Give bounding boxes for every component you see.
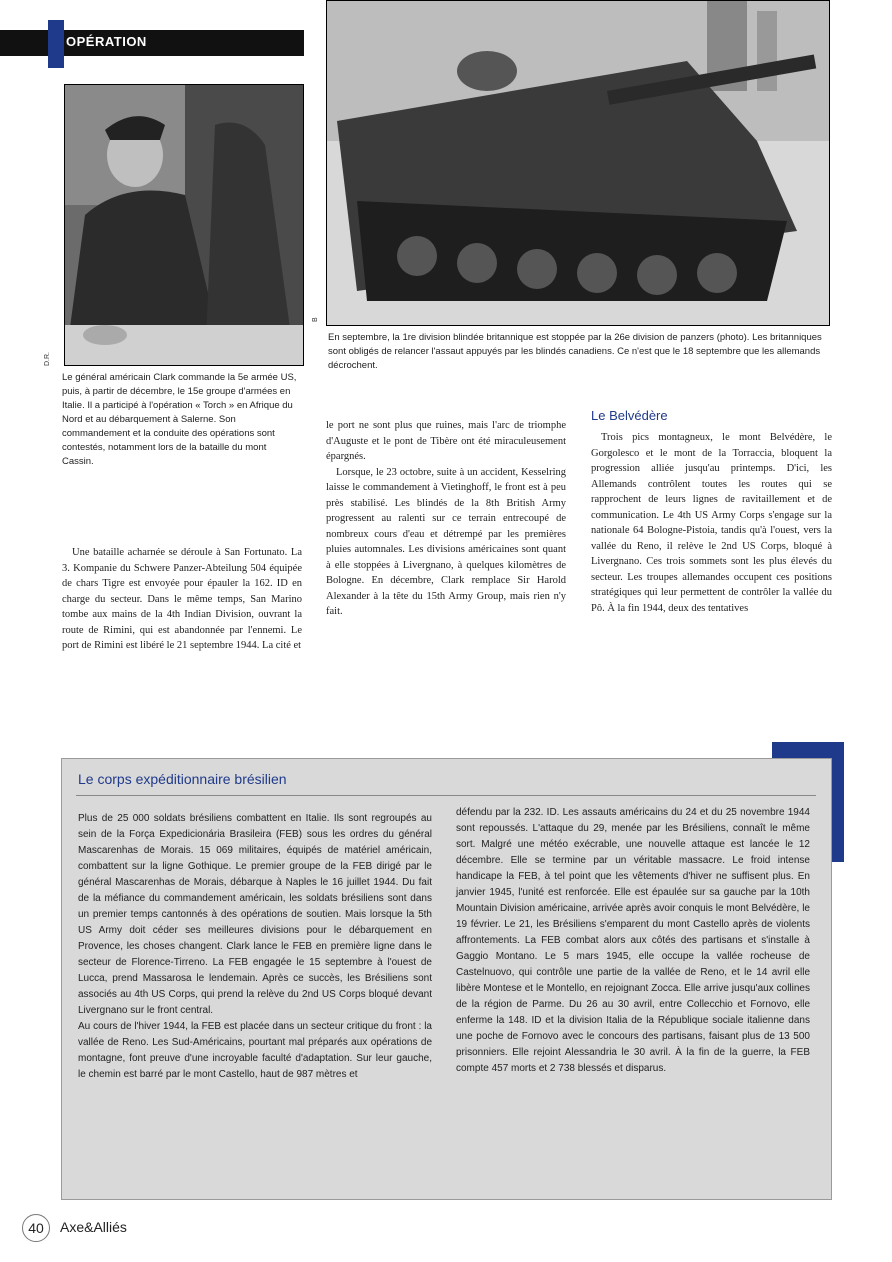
- article-paragraph: le port ne sont plus que ruines, mais l'arc de triomphe d'Auguste et le pont de Tibère ont été miraculeusement épargnés.: [326, 420, 566, 462]
- photo1-caption: Le général américain Clark commande la 5e armée US, puis, à partir de décembre, le 15e groupe d'armées en Italie. Il a participé à l'opération « Torch » en Afrique du Nord et au débarquement à Salerne. Son commandement et la conduite des opérations sont contestés, notamment lors de la bataille du mont Cassin.: [62, 372, 297, 467]
- photo2-credit: B: [312, 317, 319, 322]
- article-column-3: [591, 430, 832, 616]
- sidebar-box: [61, 758, 832, 1200]
- photo1-credit: D.R.: [44, 352, 51, 366]
- clark-photo: [64, 84, 304, 366]
- article-paragraph: Lorsque, le 23 octobre, suite à un accident, Kesselring laisse le commandement à Vietinghoff, le front est à peu près stabilisé. Les blindés de la 8th British Army progressent au ralenti sur ce terrain entrecoupé de nombreux cours d'eau et détrempé par les premières pluies automnales. Les divisions américaines sont quant à elle stoppées à Livergnano, à quelques kilomètres de Bologne. En décembre, Clark remplace Sir Harold Alexander à la tête du 15th Army Group, mais rien n'y fait.: [326, 466, 566, 617]
- page-number: 40: [22, 1214, 50, 1242]
- article-column-1: [62, 545, 302, 654]
- box-column-1: [78, 811, 432, 1083]
- tank-photo-image: [327, 1, 829, 325]
- magazine-name: Axe&Alliés: [60, 1219, 127, 1235]
- article-paragraph: Une bataille acharnée se déroule à San Fortunato. La 3. Kompanie du Schwere Panzer-Abteilung 504 équipée de chars Tigre est envoyée pour épauler la 162. ID en charge du secteur. Dans le même temps, San Marino tombe aux mains de la 4th Indian Division, ouvrant la route de Rimini, qui est abandonnée par l'ennemi. Le port de Rimini est libéré le 21 septembre 1944. La cité et: [62, 547, 302, 651]
- section-label: OPÉRATION: [66, 34, 147, 49]
- header-bar: [0, 30, 304, 56]
- tank-photo: [326, 0, 830, 326]
- box-paragraph: Plus de 25 000 soldats brésiliens combattent en Italie. Ils sont regroupés au sein de la Força Expedicionária Brasileira (FEB) sous les ordres du général Mascarenhas de Morais. 15 069 militaires, équipés de matériel américain, combattent sur la ligne Gothique. Le premier groupe de la FEB dirigé par le général Mascarenhas de Morais, débarque à Naples le 16 juillet 1944. Du fait de la méfiance du commandement américain, les soldats brésiliens sont dans un premier temps cantonnés à des opérations de soutien. Mais lorsque la 5th US Army doit céder ses meilleures divisions pour le débarquement en Provence, les choses changent. Clark lance le FEB en première ligne dans le secteur de Florence-Tirreno. La FEB engagée le 15 septembre à l'ouest de Lucca, prend Massarosa le lendemain. Après ce succès, les Brésiliens sont associés au 4th US Corps, qui prend la relève du 2nd US Corps bloqué devant Livergnano sur le front central.: [78, 813, 432, 1016]
- header-accent: [48, 20, 64, 68]
- article-paragraph: Trois pics montagneux, le mont Belvédère, le Gorgolesco et le mont de la Torraccia, bloquent la progression alliée jusqu'au printemps. D'ici, les Allemands contrôlent toutes les routes qui se rapprochent de leurs lignes de ravitaillement et de communication. Le 4th US Army Corps s'engage sur la nationale 64 Bologne-Pistoia, tandis qu'à l'ouest, vers la vallée du Reno, il relève le 2nd US Corps, bloqué à Livergnano. Ces trois sommets sont les plus élevés du secteur. Les troupes allemandes occupent ces positions stratégiques qui leur permettent de contrôler la vallée du Pô. À la fin 1944, deux des tentatives: [591, 432, 832, 614]
- box-paragraph: Au cours de l'hiver 1944, la FEB est placée dans un secteur critique du front : la vallée de Reno. Les Sud-Américains, pourtant mal préparés aux opérations de montagne, font preuve d'une incroyable faculté d'adaptation. Sur leur gauche, le chemin est barré par le mont Castello, haut de 987 mètres et: [78, 1021, 432, 1080]
- box-paragraph: défendu par la 232. ID. Les assauts américains du 24 et du 25 novembre 1944 sont repoussés. L'attaque du 29, menée par les Brésiliens, connaît le même sort. Malgré une météo exécrable, une nouvelle attaque est lancée le 12 décembre. Elle se termine par un véritable massacre. Le froid intense handicape la FEB, à tel point que les vêtements d'hiver ne suffisent plus. En janvier 1945, l'unité est renforcée. Elle est épaulée sur sa gauche par la 10th Mountain Division américaine, arrivée après avoir conquis le mont Belvédère, le 19 février. Le 21, les Brésiliens s'emparent du mont Castello après de violents affrontements. La FEB combat alors aux côtés des partisans et s'installe à Gaggio Montano. Le 5 mars 1945, elle occupe la vallée rocheuse de Castelnuovo, qui contrôle une partie de la vallée de Reno, et le 14 avril elle libère Montese et le Montello, en rejoignant Zocca. Elle arrive jusqu'aux collines de la région de Parme. Du 26 au 30 avril, entre Collecchio et Fornovo, elle enferme la 148. ID et la division Italia de la République sociale italienne dans une poche de Fornovo avec le concours des partisans, faisant plus de 13 500 prisonniers. Elle rejoint Alessandria le 30 avril. À la fin de la guerre, la FEB compte 457 morts et 2 738 blessés et disparus.: [456, 807, 810, 1074]
- photo2-caption: En septembre, la 1re division blindée britannique est stoppée par la 26e division de panzers (photo). Les britanniques sont obligés de relancer l'assaut appuyés par les blindés canadiens. Ce n'est que le 18 septembre que les allemands décrochent.: [328, 332, 822, 371]
- box-title: Le corps expéditionnaire brésilien: [78, 771, 287, 787]
- box-divider: [76, 795, 816, 796]
- subheading-belvedere: Le Belvédère: [591, 408, 668, 423]
- box-column-2: [456, 805, 810, 1077]
- clark-photo-image: [65, 85, 303, 365]
- article-column-2: [326, 418, 566, 620]
